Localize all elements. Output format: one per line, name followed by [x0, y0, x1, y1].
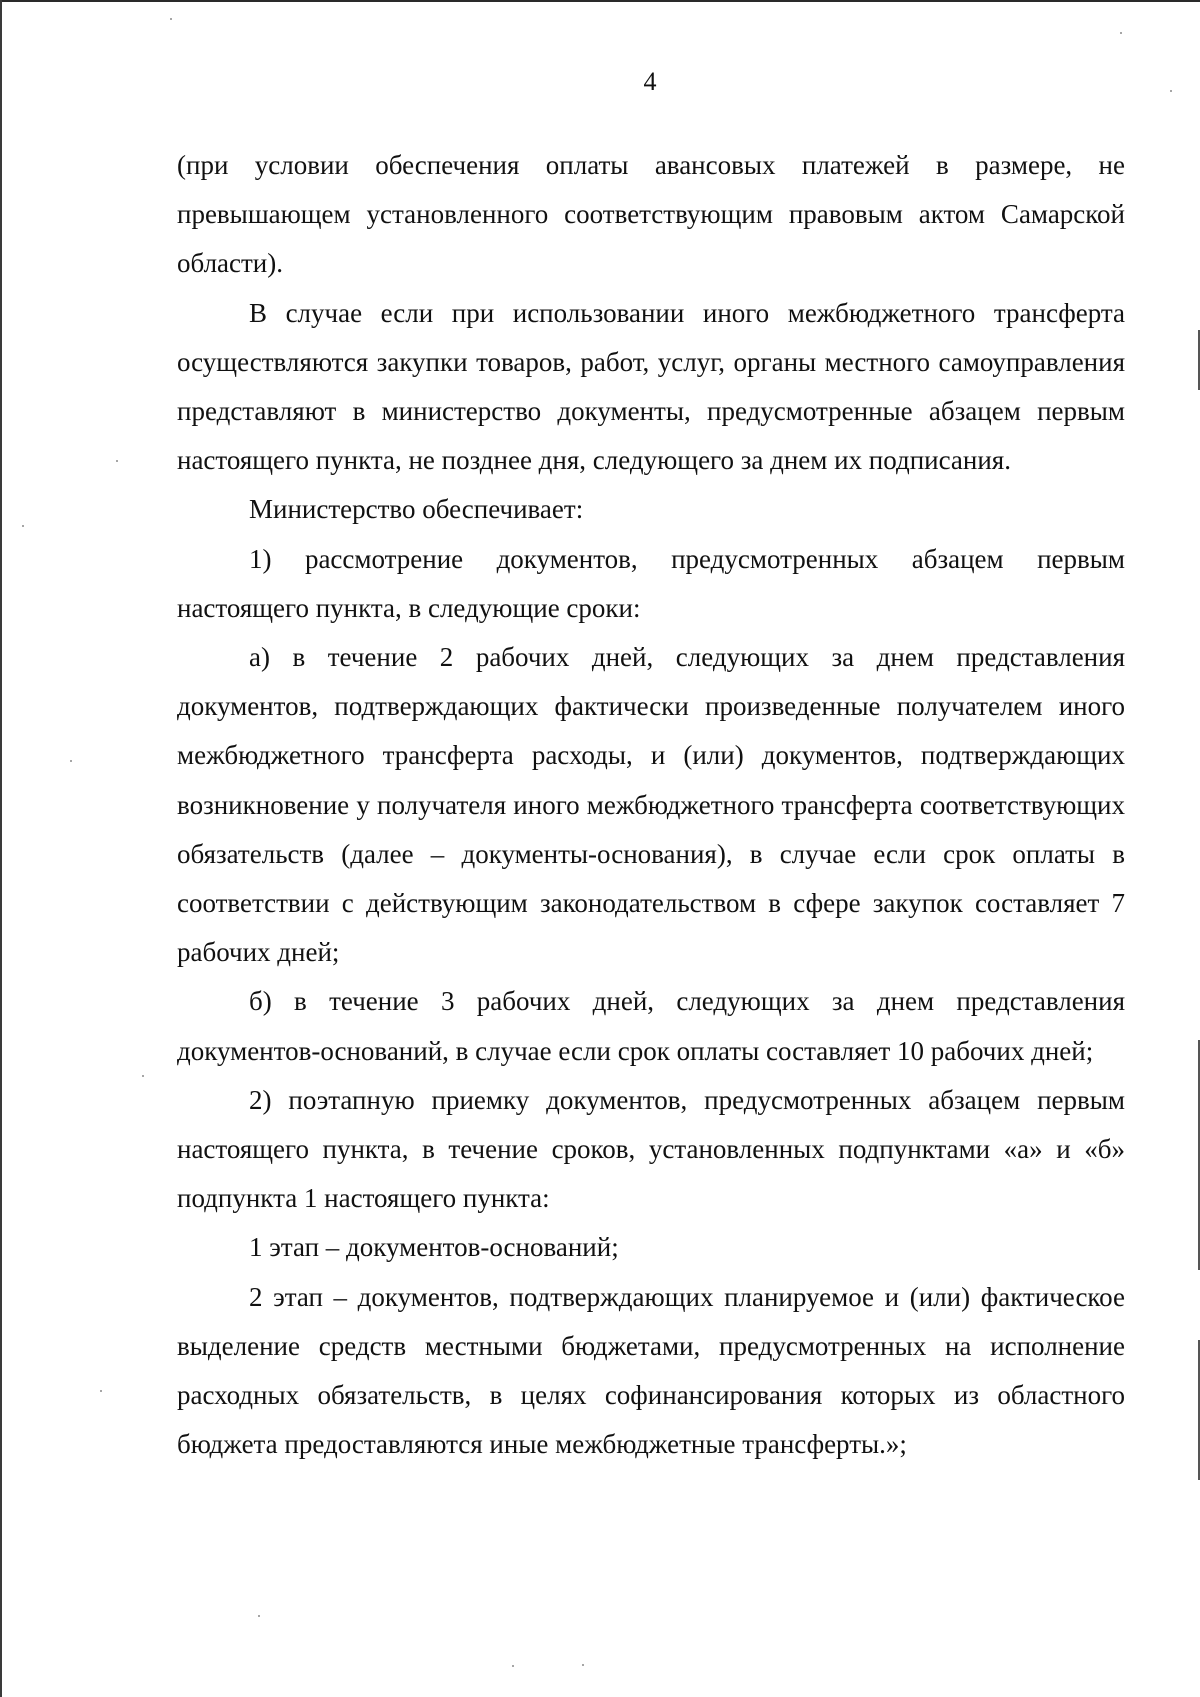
scan-border-top [0, 0, 1200, 2]
scan-speck [22, 525, 24, 527]
scan-speck [142, 1075, 144, 1077]
scan-speck [512, 1665, 514, 1667]
page-number: 4 [643, 67, 657, 96]
document-body [177, 141, 1125, 1469]
scan-speck [258, 1615, 260, 1617]
scan-border-left [0, 0, 2, 1697]
paragraph-continuation: (при условии обеспечения оплаты авансовых платежей в размере, не превышающем установленного соответствующим правовым актом Самарской области). [177, 150, 1125, 279]
scan-speck [100, 1390, 102, 1392]
scan-speck [70, 760, 72, 762]
paragraph-subitem-a: а) в течение 2 рабочих дней, следующих за днем представления документов, подтверждающих фактически произведенные получателем иного межбюджетного трансферта расходы, и (или) документов, подтверждающих возникновение у получателя иного межбюджетного трансферта соответствующих обязательств (далее – документы-основания), в случае если срок оплаты в соответствии с действующим законодательством в сфере закупок составляет 7 рабочих дней; [177, 642, 1125, 968]
paragraph-stage-2: 2 этап – документов, подтверждающих планируемое и (или) фактическое выделение средств местными бюджетами, предусмотренных на исполнение расходных обязательств, в целях софинансирования которых из областного бюджета предоставляются иные межбюджетные трансферты.»; [177, 1281, 1125, 1460]
scan-speck [170, 18, 172, 20]
paragraph-subitem-b: б) в течение 3 рабочих дней, следующих за днем представления документов-оснований, в случае если срок оплаты составляет 10 рабочих дней; [177, 986, 1125, 1066]
scan-speck [582, 1664, 584, 1666]
paragraph-item-2: 2) поэтапную приемку документов, предусмотренных абзацем первым настоящего пункта, в течение сроков, установленных подпунктами «а» и «б» подпункта 1 настоящего пункта: [177, 1084, 1125, 1214]
scan-speck [1120, 32, 1122, 34]
paragraph-stage-1: 1 этап – документов-оснований; [249, 1232, 619, 1263]
scan-speck [116, 460, 118, 462]
paragraph-item-1: 1) рассмотрение документов, предусмотренных абзацем первым настоящего пункта, в следующие сроки: [177, 543, 1125, 623]
paragraph-ministry-provides: Министерство обеспечивает: [249, 494, 584, 525]
paragraph-procurement: В случае если при использовании иного межбюджетного трансферта осуществляются закупки товаров, работ, услуг, органы местного самоуправления представляют в министерство документы, предусмотренные абзацем первым настоящего пункта, не позднее дня, следующего за днем их подписания. [177, 297, 1125, 476]
